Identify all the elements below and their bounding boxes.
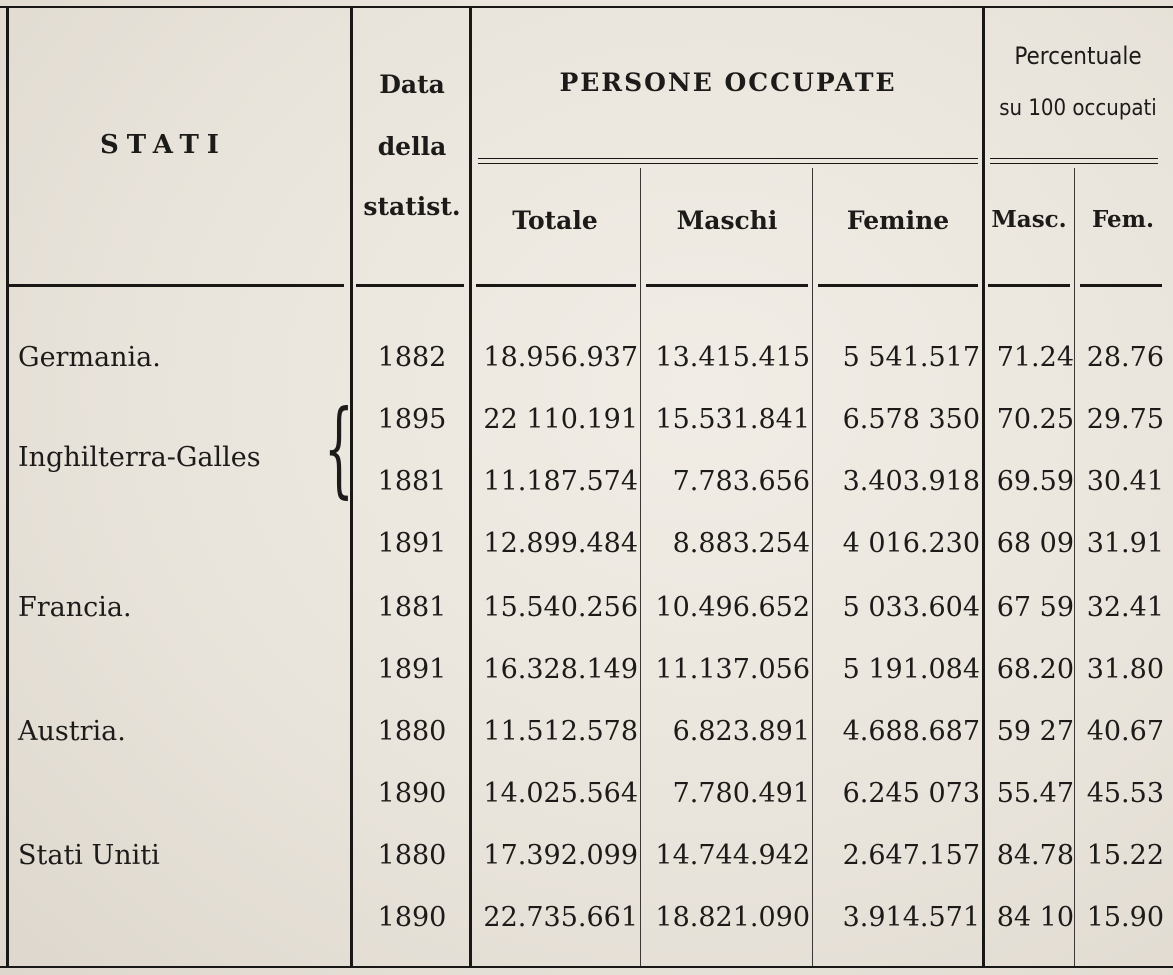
header-data-line-3: statist. <box>363 192 461 221</box>
cell-maschi: 7.780.491 <box>672 778 810 809</box>
cell-totale: 16.328.149 <box>483 654 638 685</box>
cell-femine: 4 016.230 <box>842 528 980 559</box>
bottom-border <box>0 966 1173 968</box>
cell-femine: 6.245 073 <box>842 778 980 809</box>
cell-maschi: 13.415.415 <box>655 342 810 373</box>
cell-percent-masc: 55.47 <box>996 778 1074 809</box>
header-persone-occupate: PERSONE OCCUPATE <box>559 68 897 97</box>
cell-percent-masc: 84 10 <box>996 902 1074 933</box>
cell-femine: 5 191.084 <box>842 654 980 685</box>
header-percentuale-line-2: su 100 occupati <box>999 96 1157 121</box>
cell-percent-fem: 32.41 <box>1086 592 1164 623</box>
header-totale: Totale <box>512 206 598 235</box>
header-rule <box>356 284 464 287</box>
cell-totale: 22 110.191 <box>483 404 638 435</box>
cell-maschi: 10.496.652 <box>655 592 810 623</box>
cell-percent-fem: 29.75 <box>1086 404 1164 435</box>
cell-year: 1891 <box>377 528 447 559</box>
cell-percent-masc: 84.78 <box>996 840 1074 871</box>
cell-percent-fem: 15.90 <box>1086 902 1164 933</box>
header-rule <box>1080 284 1162 287</box>
cell-femine: 3.403.918 <box>842 466 980 497</box>
cell-maschi: 7.783.656 <box>672 466 810 497</box>
state-austria: Austria. <box>18 716 126 747</box>
brace-icon: { <box>324 387 354 509</box>
cell-year: 1891 <box>377 654 447 685</box>
cell-year: 1890 <box>377 778 447 809</box>
state-francia: Francia. <box>18 592 132 623</box>
cell-femine: 3.914.571 <box>842 902 980 933</box>
persone-double-rule-2 <box>478 163 978 164</box>
left-border <box>6 6 9 966</box>
cell-totale: 15.540.256 <box>483 592 638 623</box>
state-inghilterra-galles: Inghilterra-Galles <box>18 442 261 473</box>
header-percentuale-line-1: Percentuale <box>1014 42 1142 70</box>
cell-year: 1880 <box>377 840 447 871</box>
header-fem: Fem. <box>1091 206 1155 233</box>
top-border <box>0 6 1173 8</box>
cell-totale: 17.392.099 <box>483 840 638 871</box>
cell-year: 1880 <box>377 716 447 747</box>
rule-masc-fem <box>1074 168 1075 966</box>
cell-percent-fem: 31.80 <box>1086 654 1164 685</box>
cell-femine: 6.578 350 <box>842 404 980 435</box>
cell-percent-masc: 70.25 <box>996 404 1074 435</box>
cell-maschi: 8.883.254 <box>672 528 810 559</box>
header-data-line-1: Data <box>379 70 445 99</box>
cell-percent-fem: 40.67 <box>1086 716 1164 747</box>
header-data-line-2: della <box>377 132 447 161</box>
header-rule <box>646 284 808 287</box>
cell-maschi: 15.531.841 <box>655 404 810 435</box>
header-femine: Femine <box>846 206 950 235</box>
cell-percent-fem: 31.91 <box>1086 528 1164 559</box>
cell-percent-masc: 59 27 <box>996 716 1074 747</box>
perc-double-rule-2 <box>990 163 1158 164</box>
cell-year: 1895 <box>377 404 447 435</box>
state-germania: Germania. <box>18 342 161 373</box>
header-masc: Masc. <box>991 206 1067 233</box>
cell-year: 1881 <box>377 592 447 623</box>
perc-double-rule-1 <box>990 158 1158 159</box>
header-maschi: Maschi <box>676 206 778 235</box>
cell-percent-masc: 68.20 <box>996 654 1074 685</box>
cell-percent-fem: 28.76 <box>1086 342 1164 373</box>
cell-femine: 2.647.157 <box>842 840 980 871</box>
cell-femine: 5 033.604 <box>842 592 980 623</box>
cell-totale: 11.512.578 <box>483 716 638 747</box>
cell-percent-fem: 15.22 <box>1086 840 1164 871</box>
cell-percent-fem: 45.53 <box>1086 778 1164 809</box>
rule-after-femine <box>982 6 985 966</box>
cell-percent-fem: 30.41 <box>1086 466 1164 497</box>
header-rule <box>988 284 1070 287</box>
cell-year: 1890 <box>377 902 447 933</box>
persone-double-rule-1 <box>478 158 978 159</box>
cell-maschi: 14.744.942 <box>655 840 810 871</box>
cell-totale: 11.187.574 <box>483 466 638 497</box>
cell-percent-masc: 69.59 <box>996 466 1074 497</box>
cell-year: 1881 <box>377 466 447 497</box>
cell-totale: 14.025.564 <box>483 778 638 809</box>
header-rule <box>818 284 978 287</box>
cell-percent-masc: 68 09 <box>996 528 1074 559</box>
cell-femine: 5 541.517 <box>842 342 980 373</box>
cell-percent-masc: 67 59 <box>996 592 1074 623</box>
header-stati: STATI <box>100 130 227 160</box>
header-rule <box>476 284 636 287</box>
header-rule <box>8 284 344 287</box>
cell-percent-masc: 71.24 <box>996 342 1074 373</box>
cell-maschi: 18.821.090 <box>655 902 810 933</box>
cell-totale: 22.735.661 <box>483 902 638 933</box>
cell-maschi: 6.823.891 <box>672 716 810 747</box>
state-stati-uniti: Stati Uniti <box>18 840 160 871</box>
cell-totale: 12.899.484 <box>483 528 638 559</box>
cell-femine: 4.688.687 <box>842 716 980 747</box>
cell-maschi: 11.137.056 <box>655 654 810 685</box>
cell-totale: 18.956.937 <box>483 342 638 373</box>
cell-year: 1882 <box>377 342 447 373</box>
